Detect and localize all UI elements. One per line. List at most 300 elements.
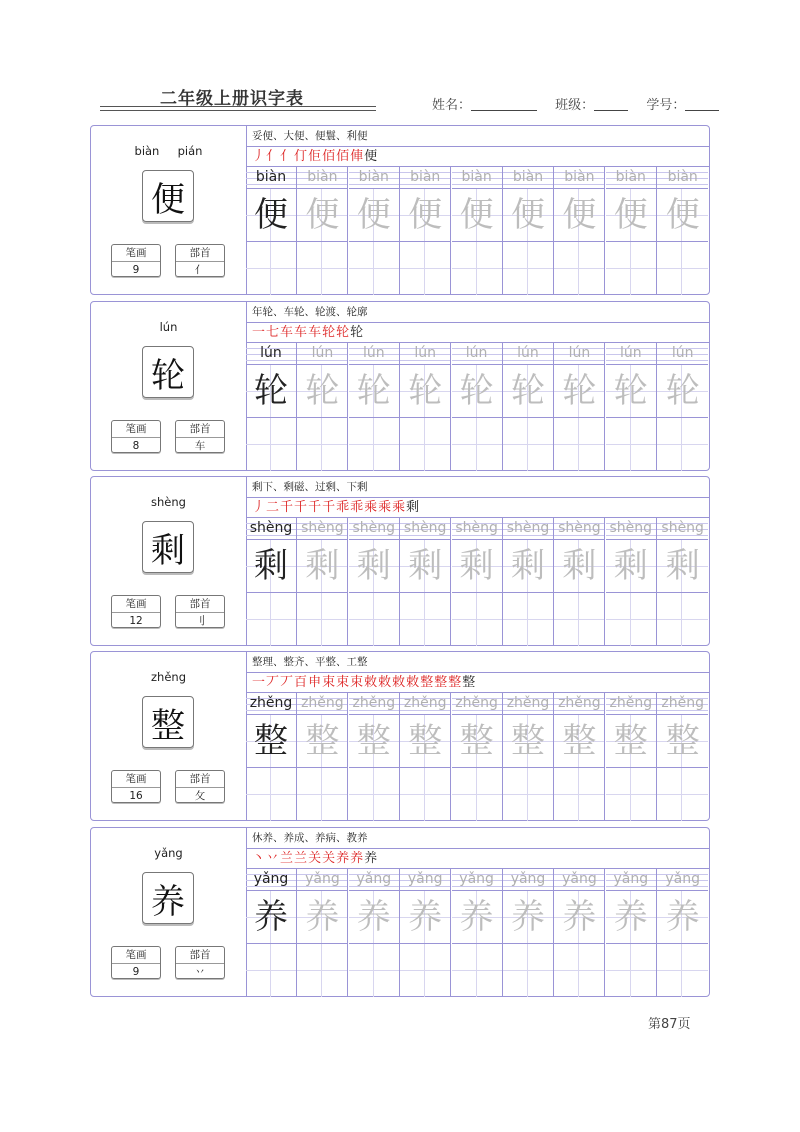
- tian-grid-char: 整: [297, 715, 347, 768]
- pinyin-line: biàn: [297, 167, 347, 189]
- stroke-step: 兰: [294, 851, 309, 866]
- practice-cell[interactable]: [297, 167, 348, 295]
- practice-cell[interactable]: [606, 693, 657, 821]
- practice-panel: [246, 828, 709, 996]
- blank-practice-grid[interactable]: [452, 768, 502, 821]
- stroke-step: 丆: [266, 675, 281, 690]
- char-pinyin: shèng: [151, 495, 186, 509]
- practice-cell[interactable]: [554, 343, 605, 471]
- stroke-step: 整: [462, 675, 477, 690]
- practice-cell[interactable]: [246, 167, 297, 295]
- title-underline-2: [100, 110, 376, 111]
- blank-practice-grid[interactable]: [554, 768, 604, 821]
- stroke-count-label: 笔画: [112, 421, 160, 438]
- practice-cell[interactable]: [400, 167, 451, 295]
- tian-grid-char: 便: [606, 189, 656, 242]
- pinyin-line: lún: [297, 343, 347, 365]
- practice-cell[interactable]: [297, 869, 348, 997]
- blank-practice-grid[interactable]: [400, 944, 450, 997]
- char-info-panel: [91, 302, 247, 470]
- tian-grid-char: 养: [606, 891, 656, 944]
- tian-grid-char: 整: [452, 715, 502, 768]
- radical-box: [175, 595, 225, 628]
- practice-cell[interactable]: [349, 343, 400, 471]
- blank-practice-grid[interactable]: [297, 418, 347, 471]
- stroke-step: 车: [280, 325, 295, 340]
- tian-grid-char: 剩: [606, 540, 656, 593]
- pinyin-line: zhěng: [452, 693, 502, 715]
- stroke-step: 关: [322, 851, 337, 866]
- practice-cell[interactable]: [503, 167, 554, 295]
- tian-grid-char: 养: [297, 891, 347, 944]
- stroke-order: [246, 498, 709, 518]
- blank-practice-grid[interactable]: [657, 242, 708, 295]
- radical-label: 部首: [176, 771, 224, 788]
- stroke-order: [246, 849, 709, 869]
- practice-cell[interactable]: [452, 518, 503, 646]
- stroke-step: 千: [280, 500, 295, 515]
- class-label: 班级：: [555, 98, 595, 113]
- practice-cell[interactable]: [400, 693, 451, 821]
- stroke-step: 千: [322, 500, 337, 515]
- stroke-step: 丆: [280, 675, 295, 690]
- pinyin-line: lún: [554, 343, 604, 365]
- tian-grid-char: 养: [452, 891, 502, 944]
- stroke-count-value: 16: [129, 790, 143, 802]
- practice-cell[interactable]: [400, 518, 451, 646]
- pinyin-line: zhěng: [297, 693, 347, 715]
- stroke-step: 乘: [392, 500, 407, 515]
- radical-value: 攵: [194, 790, 206, 802]
- tian-grid-char: 整: [400, 715, 450, 768]
- practice-grid: [246, 167, 709, 295]
- tian-grid-char: 剩: [657, 540, 708, 593]
- blank-practice-grid[interactable]: [349, 593, 399, 646]
- pinyin-line: yǎng: [606, 869, 656, 891]
- practice-panel: [246, 302, 709, 470]
- tian-grid-char: 剩: [400, 540, 450, 593]
- stroke-count-box: [111, 595, 161, 628]
- practice-cell[interactable]: [657, 693, 708, 821]
- tian-grid-char: 轮: [400, 365, 450, 418]
- page-title: 二年级上册识字表: [160, 89, 304, 109]
- pinyin-line: shèng: [606, 518, 656, 540]
- blank-practice-grid[interactable]: [400, 418, 450, 471]
- pinyin-line: yǎng: [297, 869, 347, 891]
- blank-practice-grid[interactable]: [554, 242, 604, 295]
- practice-grid: [246, 869, 709, 997]
- stroke-step: 佰: [322, 149, 337, 164]
- main-character: 养: [142, 872, 194, 924]
- pinyin-line: biàn: [452, 167, 502, 189]
- character-card: [90, 125, 710, 295]
- tian-grid-char: 养: [657, 891, 708, 944]
- practice-cell[interactable]: [606, 343, 657, 471]
- stroke-step: 百: [294, 675, 309, 690]
- tian-grid-char: 轮: [657, 365, 708, 418]
- tian-grid-char: 整: [349, 715, 399, 768]
- pinyin-line: yǎng: [246, 869, 296, 891]
- blank-practice-grid[interactable]: [452, 593, 502, 646]
- blank-practice-grid[interactable]: [606, 593, 656, 646]
- student-info-fields: [432, 94, 719, 113]
- radical-label: 部首: [176, 421, 224, 438]
- practice-cell[interactable]: [554, 869, 605, 997]
- pinyin-line: yǎng: [554, 869, 604, 891]
- stroke-step: 亻: [266, 149, 281, 164]
- stroke-step: 千: [308, 500, 323, 515]
- practice-cell[interactable]: [503, 518, 554, 646]
- tian-grid-char: 轮: [503, 365, 553, 418]
- stroke-step: 千: [294, 500, 309, 515]
- stroke-step: 轮: [336, 325, 351, 340]
- tian-grid-char: 轮: [246, 365, 296, 418]
- char-info-panel: [91, 828, 247, 996]
- char-info-panel: [91, 652, 247, 820]
- pinyin-line: lún: [400, 343, 450, 365]
- stroke-order: [246, 673, 709, 693]
- stroke-step: 束: [336, 675, 351, 690]
- stroke-step: 仃: [294, 149, 309, 164]
- stroke-step: 车: [294, 325, 309, 340]
- radical-box: [175, 770, 225, 803]
- tian-grid-char: 轮: [349, 365, 399, 418]
- char-pinyin: zhěng: [151, 670, 186, 684]
- tian-grid-char: 剩: [503, 540, 553, 593]
- pinyin-line: shèng: [297, 518, 347, 540]
- stroke-step: 养: [364, 851, 379, 866]
- blank-practice-grid[interactable]: [503, 768, 553, 821]
- stroke-count-value: 12: [129, 615, 143, 627]
- page-number: 第87页: [648, 1017, 691, 1032]
- stroke-count-label: 笔画: [112, 245, 160, 262]
- blank-practice-grid[interactable]: [246, 418, 296, 471]
- stroke-step: 一: [252, 325, 267, 340]
- example-words: 整理、整齐、平整、工整: [246, 652, 709, 673]
- pinyin-line: zhěng: [246, 693, 296, 715]
- stroke-step: 丿: [252, 500, 267, 515]
- tian-grid-char: 轮: [452, 365, 502, 418]
- radical-box: [175, 420, 225, 453]
- practice-cell[interactable]: [297, 518, 348, 646]
- practice-grid: [246, 343, 709, 471]
- practice-grid: [246, 518, 709, 646]
- blank-practice-grid[interactable]: [606, 418, 656, 471]
- blank-practice-grid[interactable]: [554, 418, 604, 471]
- practice-cell[interactable]: [246, 869, 297, 997]
- stroke-step: 佰: [336, 149, 351, 164]
- pinyin-line: biàn: [554, 167, 604, 189]
- pinyin-line: shèng: [554, 518, 604, 540]
- stroke-step: 丷: [266, 851, 281, 866]
- blank-practice-grid[interactable]: [657, 593, 708, 646]
- tian-grid-char: 便: [349, 189, 399, 242]
- blank-practice-grid[interactable]: [554, 944, 604, 997]
- stroke-step: 敕: [378, 675, 393, 690]
- stroke-step: 车: [308, 325, 323, 340]
- pinyin-line: yǎng: [503, 869, 553, 891]
- char-pinyin: yǎng: [154, 846, 183, 860]
- stroke-count-box: [111, 946, 161, 979]
- blank-practice-grid[interactable]: [297, 768, 347, 821]
- practice-cell[interactable]: [554, 693, 605, 821]
- stroke-step: 佢: [308, 149, 323, 164]
- main-character: 整: [142, 696, 194, 748]
- pinyin-line: biàn: [657, 167, 708, 189]
- practice-grid: [246, 693, 709, 821]
- stroke-step: 丿: [252, 149, 267, 164]
- blank-practice-grid[interactable]: [606, 242, 656, 295]
- pinyin-line: lún: [452, 343, 502, 365]
- practice-cell[interactable]: [606, 869, 657, 997]
- pinyin-line: biàn: [246, 167, 296, 189]
- id-field[interactable]: [685, 98, 719, 111]
- practice-cell[interactable]: [452, 693, 503, 821]
- stroke-step: 敕: [406, 675, 421, 690]
- tian-grid-char: 整: [554, 715, 604, 768]
- stroke-step: 束: [322, 675, 337, 690]
- stroke-step: 轮: [322, 325, 337, 340]
- radical-label: 部首: [176, 245, 224, 262]
- stroke-step: 养: [350, 851, 365, 866]
- stroke-order: [246, 323, 709, 343]
- practice-cell[interactable]: [554, 518, 605, 646]
- tian-grid-char: 剩: [246, 540, 296, 593]
- practice-cell[interactable]: [246, 343, 297, 471]
- stroke-step: 乘: [364, 500, 379, 515]
- practice-cell[interactable]: [400, 869, 451, 997]
- blank-practice-grid[interactable]: [503, 418, 553, 471]
- stroke-count-box: [111, 770, 161, 803]
- practice-cell[interactable]: [246, 518, 297, 646]
- stroke-step: 二: [266, 500, 281, 515]
- practice-cell[interactable]: [452, 343, 503, 471]
- stroke-step: 乘: [378, 500, 393, 515]
- example-words: 休养、养成、养病、教养: [246, 828, 709, 849]
- pinyin-line: biàn: [349, 167, 399, 189]
- radical-value: 车: [194, 440, 206, 452]
- blank-practice-grid[interactable]: [349, 768, 399, 821]
- blank-practice-grid[interactable]: [657, 944, 708, 997]
- stroke-step: 养: [336, 851, 351, 866]
- name-field[interactable]: [471, 98, 537, 111]
- blank-practice-grid[interactable]: [400, 593, 450, 646]
- blank-practice-grid[interactable]: [297, 593, 347, 646]
- stroke-step: 俥: [350, 149, 365, 164]
- practice-cell[interactable]: [297, 343, 348, 471]
- stroke-step: 整: [448, 675, 463, 690]
- pinyin-line: zhěng: [400, 693, 450, 715]
- practice-cell[interactable]: [452, 167, 503, 295]
- practice-cell[interactable]: [297, 693, 348, 821]
- blank-practice-grid[interactable]: [246, 944, 296, 997]
- char-info-panel: [91, 477, 247, 645]
- tian-grid-char: 便: [503, 189, 553, 242]
- stroke-step: 七: [266, 325, 281, 340]
- radical-label: 部首: [176, 596, 224, 613]
- practice-cell[interactable]: [503, 693, 554, 821]
- blank-practice-grid[interactable]: [349, 944, 399, 997]
- practice-panel: [246, 126, 709, 294]
- practice-cell[interactable]: [657, 167, 708, 295]
- pinyin-line: lún: [657, 343, 708, 365]
- id-label: 学号：: [646, 98, 686, 113]
- stroke-step: 剩: [406, 500, 421, 515]
- blank-practice-grid[interactable]: [452, 242, 502, 295]
- stroke-count-value: 8: [132, 440, 140, 452]
- pinyin-line: yǎng: [657, 869, 708, 891]
- practice-cell[interactable]: [452, 869, 503, 997]
- character-card: [90, 651, 710, 821]
- blank-practice-grid[interactable]: [297, 242, 347, 295]
- stroke-step: 丶: [252, 851, 267, 866]
- tian-grid-char: 养: [554, 891, 604, 944]
- blank-practice-grid[interactable]: [246, 768, 296, 821]
- blank-practice-grid[interactable]: [452, 418, 502, 471]
- stroke-step: 便: [364, 149, 379, 164]
- page-header: [0, 0, 800, 120]
- radical-value: 亻: [194, 264, 206, 276]
- pinyin-line: lún: [503, 343, 553, 365]
- tian-grid-char: 便: [452, 189, 502, 242]
- stroke-count-value: 9: [132, 264, 140, 276]
- practice-panel: [246, 477, 709, 645]
- blank-practice-grid[interactable]: [554, 593, 604, 646]
- blank-practice-grid[interactable]: [657, 418, 708, 471]
- stroke-step: 兰: [280, 851, 295, 866]
- tian-grid-char: 剩: [297, 540, 347, 593]
- practice-cell[interactable]: [606, 167, 657, 295]
- blank-practice-grid[interactable]: [349, 242, 399, 295]
- practice-cell[interactable]: [349, 869, 400, 997]
- pinyin-line: shèng: [400, 518, 450, 540]
- practice-cell[interactable]: [554, 167, 605, 295]
- stroke-step: 申: [308, 675, 323, 690]
- tian-grid-char: 剩: [349, 540, 399, 593]
- blank-practice-grid[interactable]: [657, 768, 708, 821]
- practice-cell[interactable]: [657, 869, 708, 997]
- blank-practice-grid[interactable]: [452, 944, 502, 997]
- tian-grid-char: 剩: [452, 540, 502, 593]
- stroke-count-label: 笔画: [112, 947, 160, 964]
- radical-value: 丷: [194, 966, 206, 978]
- pinyin-line: zhěng: [503, 693, 553, 715]
- blank-practice-grid[interactable]: [349, 418, 399, 471]
- stroke-step: 乖: [350, 500, 365, 515]
- radical-label: 部首: [176, 947, 224, 964]
- blank-practice-grid[interactable]: [246, 593, 296, 646]
- tian-grid-char: 养: [349, 891, 399, 944]
- pinyin-line: shèng: [503, 518, 553, 540]
- blank-practice-grid[interactable]: [503, 593, 553, 646]
- stroke-count-box: [111, 244, 161, 277]
- character-card: [90, 476, 710, 646]
- tian-grid-char: 整: [246, 715, 296, 768]
- practice-cell[interactable]: [246, 693, 297, 821]
- tian-grid-char: 便: [400, 189, 450, 242]
- practice-cell[interactable]: [349, 167, 400, 295]
- char-pinyin: biàn pián: [134, 144, 203, 158]
- practice-cell[interactable]: [349, 693, 400, 821]
- stroke-step: 乖: [336, 500, 351, 515]
- pinyin-line: zhěng: [657, 693, 708, 715]
- tian-grid-char: 便: [297, 189, 347, 242]
- class-field[interactable]: [594, 98, 628, 111]
- main-character: 剩: [142, 521, 194, 573]
- stroke-step: 敕: [392, 675, 407, 690]
- blank-practice-grid[interactable]: [503, 944, 553, 997]
- blank-practice-grid[interactable]: [606, 944, 656, 997]
- practice-cell[interactable]: [657, 518, 708, 646]
- blank-practice-grid[interactable]: [503, 242, 553, 295]
- pinyin-line: biàn: [400, 167, 450, 189]
- tian-grid-char: 整: [657, 715, 708, 768]
- practice-cell[interactable]: [349, 518, 400, 646]
- tian-grid-char: 养: [503, 891, 553, 944]
- pinyin-line: biàn: [503, 167, 553, 189]
- pinyin-line: biàn: [606, 167, 656, 189]
- stroke-order: [246, 147, 709, 167]
- pinyin-line: zhěng: [554, 693, 604, 715]
- example-words: 剩下、剩磁、过剩、下剩: [246, 477, 709, 498]
- blank-practice-grid[interactable]: [297, 944, 347, 997]
- pinyin-line: yǎng: [452, 869, 502, 891]
- stroke-step: 亻: [280, 149, 295, 164]
- blank-practice-grid[interactable]: [246, 242, 296, 295]
- stroke-count-box: [111, 420, 161, 453]
- practice-panel: [246, 652, 709, 820]
- practice-cell[interactable]: [503, 869, 554, 997]
- practice-cell[interactable]: [606, 518, 657, 646]
- radical-value: 刂: [194, 615, 206, 627]
- pinyin-line: shèng: [452, 518, 502, 540]
- tian-grid-char: 便: [554, 189, 604, 242]
- blank-practice-grid[interactable]: [400, 768, 450, 821]
- stroke-step: 一: [252, 675, 267, 690]
- main-character: 轮: [142, 346, 194, 398]
- pinyin-line: shèng: [349, 518, 399, 540]
- practice-cell[interactable]: [657, 343, 708, 471]
- stroke-step: 整: [434, 675, 449, 690]
- stroke-step: 敕: [364, 675, 379, 690]
- tian-grid-char: 养: [400, 891, 450, 944]
- stroke-step: 轮: [350, 325, 365, 340]
- stroke-count-label: 笔画: [112, 771, 160, 788]
- stroke-step: 关: [308, 851, 323, 866]
- tian-grid-char: 剩: [554, 540, 604, 593]
- example-words: 妥便、大便、便鬟、利便: [246, 126, 709, 147]
- practice-cell[interactable]: [503, 343, 554, 471]
- tian-grid-char: 便: [246, 189, 296, 242]
- pinyin-line: yǎng: [400, 869, 450, 891]
- example-words: 年轮、车轮、轮渡、轮廓: [246, 302, 709, 323]
- tian-grid-char: 整: [606, 715, 656, 768]
- character-card: [90, 827, 710, 997]
- tian-grid-char: 便: [657, 189, 708, 242]
- pinyin-line: zhěng: [606, 693, 656, 715]
- pinyin-line: lún: [349, 343, 399, 365]
- stroke-step: 束: [350, 675, 365, 690]
- stroke-count-value: 9: [132, 966, 140, 978]
- blank-practice-grid[interactable]: [606, 768, 656, 821]
- tian-grid-char: 轮: [606, 365, 656, 418]
- char-info-panel: [91, 126, 247, 294]
- pinyin-line: zhěng: [349, 693, 399, 715]
- practice-cell[interactable]: [400, 343, 451, 471]
- blank-practice-grid[interactable]: [400, 242, 450, 295]
- pinyin-line: yǎng: [349, 869, 399, 891]
- pinyin-line: lún: [246, 343, 296, 365]
